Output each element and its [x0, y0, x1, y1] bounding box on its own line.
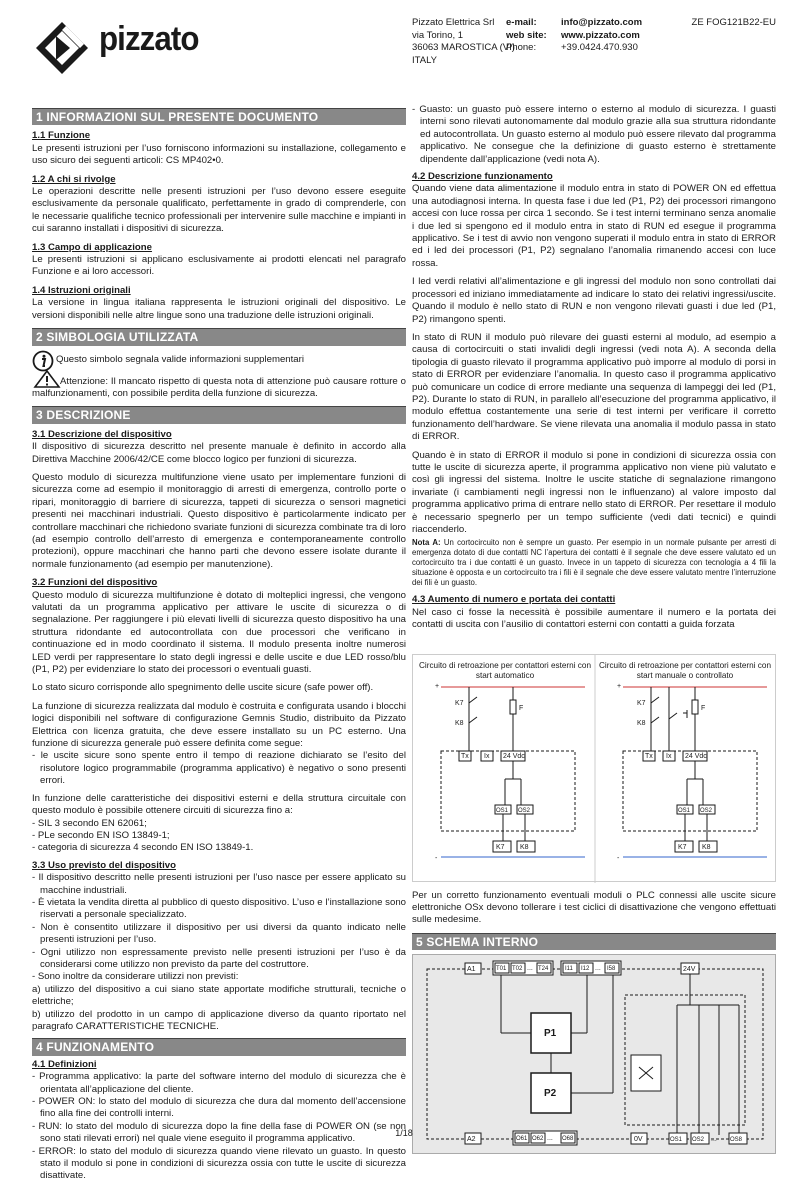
circuit-left	[435, 683, 585, 862]
svg-text:0V: 0V	[634, 1136, 643, 1144]
svg-text:K7: K7	[455, 699, 464, 707]
svg-text:...: ...	[595, 965, 601, 973]
svg-text:K8: K8	[637, 719, 646, 727]
svg-text:F: F	[519, 704, 524, 712]
section-title: 2 SIMBOLOGIA UTILIZZATA	[32, 328, 406, 345]
website-link[interactable]: www.pizzato.com	[561, 29, 640, 41]
subsection-title: 1.3 Campo di applicazione	[32, 241, 152, 253]
subsection-title: 3.2 Funzioni del dispositivo	[32, 577, 158, 589]
paragraph: Lo stato sicuro corrisponde allo spegnimento delle uscite sicure (safe power off).	[32, 682, 374, 694]
svg-text:K8: K8	[520, 843, 529, 851]
svg-text:Ix: Ix	[484, 752, 490, 760]
svg-text:OS2: OS2	[692, 1137, 705, 1144]
paragraph: In funzione delle caratteristiche dei dispositivi esterni e della struttura circuitale con questo modulo è possibile ottenere circuiti di sicurezza fino a:	[32, 792, 406, 817]
note-a: Nota A: Un cortocircuito non è sempre un guasto. Per esempio in un normale pulsante per arresti di emergenza dotato di due contatti NC l’apertura dei contatti è il segnale che deve essere valutato ed un cortocircuito tra i due contatti è un guasto. Invece in un tappeto di sicurezza con tecnologia a 4 fili la situazione è opposta e un cortocircuito tra i fili è il segnale che deve essere valutato mentre l’interruzione dei fili è un guasto.	[412, 538, 776, 588]
circuit-right	[617, 683, 767, 862]
svg-text:...: ...	[527, 965, 533, 973]
left-column	[32, 104, 406, 1188]
warning-icon	[34, 370, 60, 388]
feedback-circuit-diagrams	[412, 654, 776, 882]
section-title: 5 SCHEMA INTERNO	[412, 933, 776, 950]
info-icon	[32, 350, 54, 372]
section-title: 4 FUNZIONAMENTO	[32, 1038, 406, 1055]
svg-text:K7: K7	[637, 699, 646, 707]
svg-text:K7: K7	[496, 843, 505, 851]
paragraph: Le presenti istruzioni per l’uso forniscono informazioni su installazione, collegamento e uso sicuro dei seguenti articoli: CS MP402•0.	[32, 142, 406, 167]
paragraph: Quando viene data alimentazione il modulo entra in stato di POWER ON ed effettua una autodiagnosi interna. In questa fase i due led (P1, P2) dei processori rimangono accesi con luce rossa per circa 1 secondo. Se i test interni terminano senza anomalie i due led si spengono ed il modulo entra in stato di RUN ed esegue il programma applicativo. Se i test di avvio non vengono superati il modulo entra in stato di ERROR ed i led dei processori (P1, P2) segnalano l’anomalia rimanendo accesi con luce rossa.	[412, 183, 776, 269]
subsection-title: 1.1 Funzione	[32, 130, 91, 142]
svg-text:-: -	[617, 854, 620, 862]
document-id: ZE FOG121B22-EU	[691, 17, 776, 28]
email-link[interactable]: info@pizzato.com	[561, 17, 643, 28]
svg-text:A2: A2	[467, 1136, 476, 1144]
page-header	[0, 0, 808, 95]
svg-text:O61: O61	[516, 1136, 528, 1143]
subsection-title: 1.4 Istruzioni originali	[32, 284, 131, 296]
circuit-caption-auto: Circuito di retroazione per contattori esterni con start automatico	[418, 660, 592, 681]
subsection-title: 4.1 Definizioni	[32, 1058, 97, 1070]
svg-text:+: +	[617, 682, 622, 690]
svg-text:T01: T01	[496, 966, 507, 973]
svg-text:A1: A1	[467, 966, 476, 974]
svg-text:OS2: OS2	[518, 807, 531, 814]
svg-text:O68: O68	[562, 1136, 574, 1143]
page-number: 1/18	[395, 1128, 413, 1138]
company-contact: e-mail: info@pizzato.com web site: www.pizzato.com Phone: +39.0424.470.930	[506, 17, 643, 53]
svg-text:P2: P2	[544, 1088, 557, 1100]
svg-text:OS1: OS1	[678, 807, 691, 814]
paragraph: Questo modulo di sicurezza multifunzione viene usato per implementare funzioni di sicurezza come ad esempio il monitoraggio di arresti di emergenza, controllo porte o ripari, monitoraggio di barriere di sicurezza, tappeti di sicurezza o sensori magnetici presenti nei macchinari industriali. Questo dispositivo è particolarmente indicato per controllare macchinari che richiedono svariate funzioni di sicurezza combinate tra di loro (ad esempio controllo dell’arresto di emergenza e contemporaneamente controllo protezioni), oppure macchinari che hanno parti che devono essere isolate durante il normale funzionamento (ad esempio per manutenzione).	[32, 471, 406, 570]
paragraph: Quando è in stato di ERROR il modulo si pone in condizioni di sicurezza ossia con tutte le uscite di sicurezza aperte, il programma applicativo non viene più valutato e così gli ingressi del sistema. Inoltre le uscite statiche di segnalazione rimangono invariate (i cambiamenti negli ingressi non le influenzano) al valore imposto dal programma applicativo prima di entrare nello stato di ERROR. Per resettare il modulo è necessario spegnerlo per un tempo sufficiente (vedi dati tecnici) e quindi riaccenderlo.	[412, 449, 776, 535]
company-address: Pizzato Elettrica Srl via Torino, 1 36063 MAROSTICA (VI) ITALY	[412, 17, 515, 66]
bullet-list: - Guasto: un guasto può essere interno o esterno al modulo di sicurezza. I guasti interni sono rilevati autonomamente dal modulo grazie alla sua struttura ridondante ed autocontrollata. Un guasto esterno al modulo può essere rilevato dal programma applicativo. Ne consegue che la definizione di guasto esterno è strettamente dipendente dall’applicazione (vedi nota A).	[412, 104, 776, 165]
circuit-caption-manual: Circuito di retroazione per contattori esterni con start manuale o controllato	[598, 660, 772, 681]
svg-text:T24: T24	[538, 966, 549, 973]
section-title: 1 INFORMAZIONI SUL PRESENTE DOCUMENTO	[32, 108, 406, 125]
svg-text:24 Vdc: 24 Vdc	[503, 752, 525, 760]
paragraph: Nel caso ci fosse la necessità è possibile aumentare il numero e la portata dei contatti di uscita con l’ausilio di contattori esterni con contatti a guida forzata	[412, 606, 776, 631]
svg-text:F: F	[701, 704, 706, 712]
paragraph: Le presenti istruzioni si applicano esclusivamente ai prodotti elencati nel paragrafo Funzione e ai loro accessori.	[32, 254, 406, 278]
bullet-list: - Programma applicativo: la parte del software interno del modulo di sicurezza che è orientata all’applicazione del cliente. - POWER ON: lo stato del modulo di sicurezza che dura dal momento dell’accensione fino alla fine dei controlli interni. - RUN: lo stato del modulo di sicurezza dopo la fine della fase di POWER ON (se non sono stati rilevati errori) nel quale viene eseguito il programma applicativo. - ERROR: lo stato del modulo di sicurezza quando viene rilevato un guasto. In questo stato il modulo si pone in condizioni di sicurezza ossia con tutte le uscite di sicurezza disattivate.	[32, 1071, 406, 1182]
subsection-title: 3.1 Descrizione del dispositivo	[32, 428, 172, 440]
warning-symbol-row: Attenzione: Il mancato rispetto di questa nota di attenzione può causare rotture o malfunzionamenti, con possibile perdita della funzione di sicurezza.	[32, 376, 406, 401]
svg-text:-: -	[435, 854, 438, 862]
svg-text:Tx: Tx	[461, 752, 469, 760]
svg-text:I58: I58	[607, 966, 616, 973]
svg-text:Tx: Tx	[645, 752, 653, 760]
internal-scheme-svg	[413, 955, 775, 1153]
internal-scheme-diagram	[412, 954, 776, 1154]
svg-text:...: ...	[547, 1135, 553, 1143]
svg-text:O62: O62	[532, 1136, 544, 1143]
svg-text:+: +	[435, 682, 440, 690]
subsection-title: 3.3 Uso previsto del dispositivo	[32, 859, 176, 871]
subsection-title: 1.2 A chi si rivolge	[32, 173, 116, 185]
circuit-diagram	[413, 655, 777, 883]
svg-text:I12: I12	[581, 966, 590, 973]
paragraph: Le operazioni descritte nelle presenti istruzioni per l’uso devono essere eseguite esclusivamente da personale qualificato, perfettamente in grado di comprenderle, con le necessarie qualifiche tecnico professionali per intervenire sulle macchine e impianti in cui saranno installati i dispositivi di sicurezza.	[32, 186, 406, 235]
paragraph: La versione in lingua italiana rappresenta le istruzioni originali del dispositivo. Le versioni disponibili nelle altre lingue sono una traduzione delle istruzioni originali.	[32, 297, 406, 321]
svg-text:...: ...	[711, 1136, 717, 1144]
right-column	[412, 104, 776, 1154]
svg-text:K8: K8	[702, 843, 711, 851]
logo-text: pizzato	[99, 20, 199, 58]
svg-text:P1: P1	[544, 1028, 557, 1040]
section-title: 3 DESCRIZIONE	[32, 406, 406, 423]
bullet-list: - le uscite sicure sono spente entro il tempo di reazione dichiarato se l’esito del risolutore logico programmabile (programma applicativo) è negativo o sono presenti errori.	[32, 750, 406, 787]
svg-text:Ix: Ix	[666, 752, 672, 760]
svg-text:OS8: OS8	[730, 1137, 743, 1144]
svg-text:T02: T02	[512, 966, 523, 973]
paragraph: Per un corretto funzionamento eventuali moduli o PLC connessi alle uscite sicure elettroniche OSx devono tollerare i test ciclici di disattivazione che vengono effettuati sulle medesime.	[412, 889, 776, 926]
svg-text:K8: K8	[455, 719, 464, 727]
subsection-title: 4.2 Descrizione funzionamento	[412, 171, 553, 183]
svg-text:K7: K7	[678, 843, 687, 851]
paragraph: La funzione di sicurezza realizzata dal modulo è costruita e configurata usando i blocchi logici disponibili nel software di configurazione Gemnis Studio, distribuito da Pizzato Elettrica con licenza gratuita, che deve essere installato su un PC esterno. Una funzione di sicurezza generale può essere definita come segue:	[32, 700, 406, 750]
svg-text:24V: 24V	[683, 966, 696, 974]
bullet-list: - SIL 3 secondo EN 62061; - PLe secondo EN ISO 13849-1; - categoria di sicurezza 4 secondo EN ISO 13849-1.	[32, 817, 254, 854]
paragraph: Il dispositivo di sicurezza descritto nel presente manuale è definito in accordo alla Direttiva Macchine 2006/42/CE come blocco logico per funzioni di sicurezza.	[32, 441, 406, 465]
paragraph: I led verdi relativi all’alimentazione e gli ingressi del modulo non sono controllati dai processori ed iniziano immediatamente ad indicare lo stato dei relativi ingressi/uscite. Quando il modulo è nello stato di RUN e non vengono rilevati guasti i due led (P1, P2) rimangono spenti.	[412, 276, 776, 325]
info-symbol-row: Questo simbolo segnala valide informazioni supplementari	[32, 350, 406, 372]
svg-text:OS1: OS1	[670, 1137, 683, 1144]
svg-text:OS1: OS1	[496, 807, 509, 814]
svg-text:24 Vdc: 24 Vdc	[685, 752, 707, 760]
paragraph: Questo modulo di sicurezza multifunzione è dotato di molteplici ingressi, che vengono valutati da un programma applicativo per attivare le uscite di sicurezza o di segnalazione. Per raggiungere i più elevati livelli di sicurezza questo dispositivo ha una struttura ridondante ed autocontrollata con due processori che verificano in continuazione ed in modo coordinato il sistema. Il modulo presenta inoltre numerosi LED verdi per rappresentare lo stato degli ingressi e delle uscite e due LED rosso/blu (P1, P2) per evidenziare lo stato dei processori o eventuali guasti.	[32, 589, 406, 676]
svg-text:OS2: OS2	[700, 807, 713, 814]
bullet-list: - Il dispositivo descritto nelle presenti istruzioni per l’uso nasce per essere applicato su macchine industriali. - È vietata la vendita diretta al pubblico di questo dispositivo. L’uso e l’installazione sono riservati a personale specializzato. - Non è consentito utilizzare il dispositivo per usi diversi da quanto indicato nelle presenti istruzioni per l’uso. - Ogni utilizzo non espressamente previsto nelle presenti istruzioni per l’uso è da considerarsi come utilizzo non previsto da parte del costruttore. - Sono inoltre da considerare utilizzi non previsti: a) utilizzo del dispositivo a cui siano state apportate modifiche strutturali, tecniche o elettriche; b) utilizzo del prodotto in un campo di applicazione diverso da quanto riportato nel paragrafo CARATTERISTICHE TECNICHE.	[32, 872, 406, 1032]
paragraph: In stato di RUN il modulo può rilevare dei guasti esterni al modulo, ad esempio a causa di cortocircuiti o stati invalidi degli ingressi (vedi nota A). A seconda della tipologia di guasto rilevato il programma applicativo può imporre al modulo di porsi in stato di ERROR per evidenziare l’anomalia. In questo caso il programma applicativo può comunicare un codice di errore mediante una sequenza di lampeggi dei led (P1, P2). Durante lo stato di RUN, in parallelo all’esecuzione del programma applicativo, il modulo effettua costantemente una serie di test interni per verificare il corretto funzionamento dell’hardware. Se viene rilevata una anomalia il modulo passa in stato di ERROR.	[412, 331, 776, 443]
svg-text:I11: I11	[565, 966, 573, 973]
subsection-title: 4.3 Aumento di numero e portata dei contatti	[412, 594, 616, 606]
